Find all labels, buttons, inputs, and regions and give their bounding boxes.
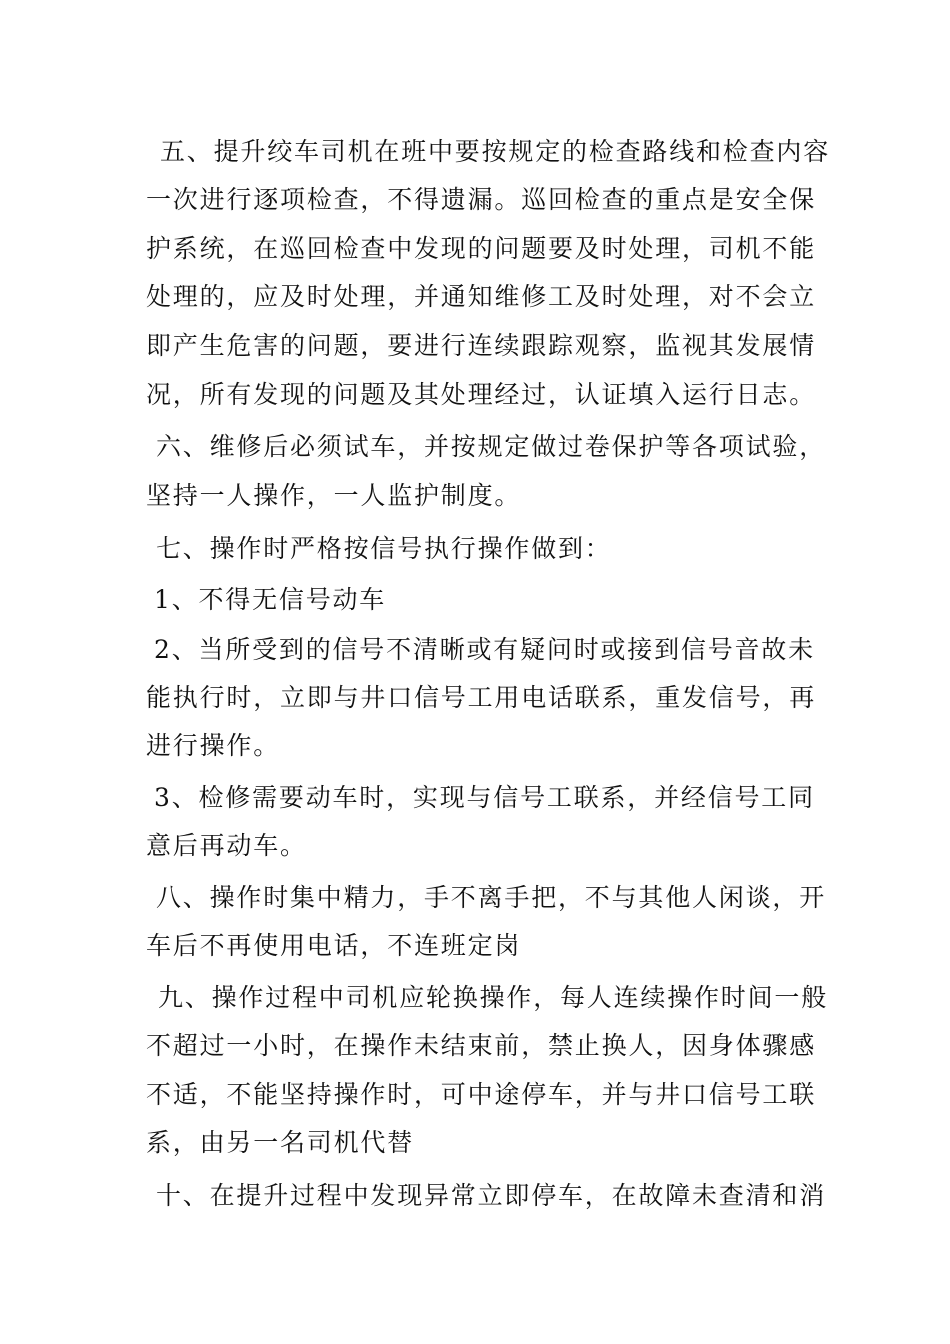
text-line: 车后不再使用电话，不连班定岗 (146, 931, 522, 960)
text-line: 不适，不能坚持操作时，可中途停车，并与井口信号工联 (146, 1080, 817, 1109)
text-line: 坚持一人操作，一人监护制度。 (146, 481, 522, 510)
text-line: 六、维修后必须试车，并按规定做过卷保护等各项试验， (156, 432, 827, 461)
text-line: 七、操作时严格按信号执行操作做到： (156, 534, 612, 563)
text-line: 1、不得无信号动车 (154, 585, 387, 614)
text-line: 进行操作。 (146, 731, 281, 760)
text-line: 九、操作过程中司机应轮换操作，每人连续操作时间一般 (158, 983, 829, 1012)
text-line: 八、操作时集中精力，手不离手把，不与其他人闲谈，开 (156, 883, 827, 912)
text-line: 五、提升绞车司机在班中要按规定的检查路线和检查内容 (160, 137, 831, 166)
text-line: 3、检修需要动车时，实现与信号工联系，并经信号工同 (154, 783, 815, 812)
text-line: 意后再动车。 (146, 831, 307, 860)
text-line: 一次进行逐项检查，不得遗漏。巡回检查的重点是安全保 (146, 185, 817, 214)
text-line: 2、当所受到的信号不清晰或有疑问时或接到信号音故未 (154, 635, 815, 664)
text-line: 十、在提升过程中发现异常立即停车，在故障未查清和消 (156, 1181, 827, 1210)
text-line: 不超过一小时，在操作未结束前，禁止换人，因身体骤感 (146, 1031, 817, 1060)
text-line: 况，所有发现的问题及其处理经过，认证填入运行日志。 (146, 380, 817, 409)
text-line: 处理的，应及时处理，并通知维修工及时处理，对不会立 (146, 282, 817, 311)
text-line: 护系统，在巡回检查中发现的问题要及时处理，司机不能 (146, 234, 817, 263)
text-line: 系，由另一名司机代替 (146, 1128, 415, 1157)
text-line: 能执行时，立即与井口信号工用电话联系，重发信号，再 (146, 683, 817, 712)
text-line: 即产生危害的问题，要进行连续跟踪观察，监视其发展情 (146, 331, 817, 360)
